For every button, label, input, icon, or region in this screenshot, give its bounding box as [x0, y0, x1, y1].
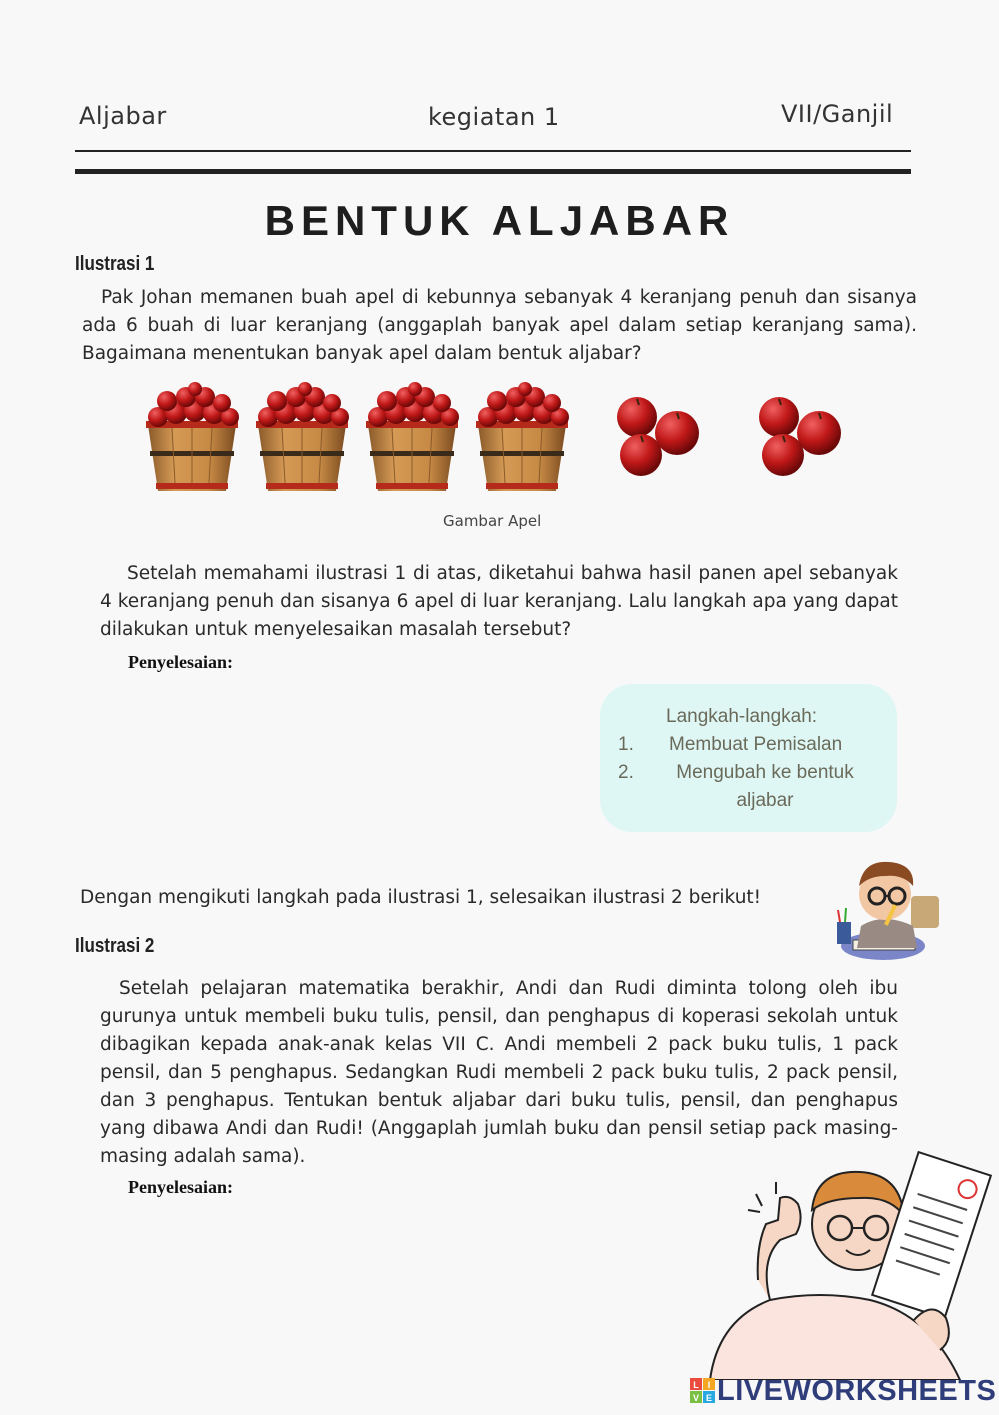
svg-text:E: E [705, 1393, 713, 1403]
solution-label-1: Penyelesaian: [128, 652, 233, 672]
image-caption: Gambar Apel [443, 512, 542, 530]
header-divider-thin [75, 150, 911, 152]
apple-basket-icon [146, 382, 239, 491]
step-text-2: Mengubah ke bentuk aljabar [676, 762, 854, 811]
header-class: VII/Ganjil [781, 100, 894, 128]
apple-basket-icon [366, 382, 459, 491]
ilustrasi-2-text: Setelah pelajaran matematika berakhir, Andi dan Rudi diminta tolong oleh ibu gurunya untuk membeli buku tulis, pensil, dan penghapus di koperasi sekolah untuk dibagikan kepada anak-anak kelas VII C. Andi membeli 2 pack buku tulis, 1 pack pensil, dan 5 penghapus. Sedangkan Rudi membeli 2 pack buku tulis, 2 pack pensil, dan 3 penghapus. Tentukan bentuk aljabar dari buku tulis, pensil, dan penghapus yang dibawa Andi dan Rudi! (Anggaplah jumlah buku dan pensil setiap pack masing-masing adalah sama). [100, 978, 898, 1167]
apple-basket-icon [256, 382, 349, 491]
svg-text:I: I [707, 1380, 711, 1390]
header-divider-thick [75, 169, 911, 174]
ilustrasi-1-followup: Setelah memahami ilustrasi 1 di atas, diketahui bahwa hasil panen apel sebanyak 4 keranjang penuh dan sisanya 6 apel di luar keranjang. Lalu langkah apa yang dapat dilakukan untuk menyelesaikan masalah tersebut? [100, 563, 898, 640]
student-thumbs-up-icon [700, 1150, 999, 1380]
svg-text:V: V [692, 1393, 700, 1403]
instruction-text: Dengan mengikuti langkah pada ilustrasi 1, selesaikan ilustrasi 2 berikut! [80, 887, 762, 908]
svg-text:L: L [693, 1380, 699, 1390]
header-activity: kegiatan 1 [428, 103, 560, 131]
page-title: BENTUK ALJABAR [264, 197, 735, 244]
header-subject: Aljabar [79, 102, 167, 130]
step-number-1: 1. [618, 734, 634, 755]
solution-label-2: Penyelesaian: [128, 1177, 233, 1197]
step-number-2: 2. [618, 762, 634, 783]
section-heading-ilustrasi-1: Ilustrasi 1 [75, 253, 155, 275]
apple-basket-icon [476, 382, 569, 491]
liveworksheets-logo-icon [690, 1378, 716, 1404]
step-text-1: Membuat Pemisalan [669, 734, 843, 755]
apple-cluster-icon [617, 397, 699, 476]
liveworksheets-brand[interactable]: LIVEWORKSHEETS [717, 1375, 997, 1407]
section-heading-ilustrasi-2: Ilustrasi 2 [75, 935, 155, 957]
ilustrasi-1-text: Pak Johan memanen buah apel di kebunnya sebanyak 4 keranjang penuh dan sisanya ada 6 buah di luar keranjang (anggaplah banyak apel dalam setiap keranjang sama). Bagaimana menentukan banyak apel dalam bentuk aljabar? [82, 287, 917, 364]
apple-picture [140, 378, 860, 493]
student-thinking-icon [833, 852, 948, 962]
apple-cluster-icon [759, 397, 841, 476]
steps-title: Langkah-langkah: [666, 706, 818, 727]
